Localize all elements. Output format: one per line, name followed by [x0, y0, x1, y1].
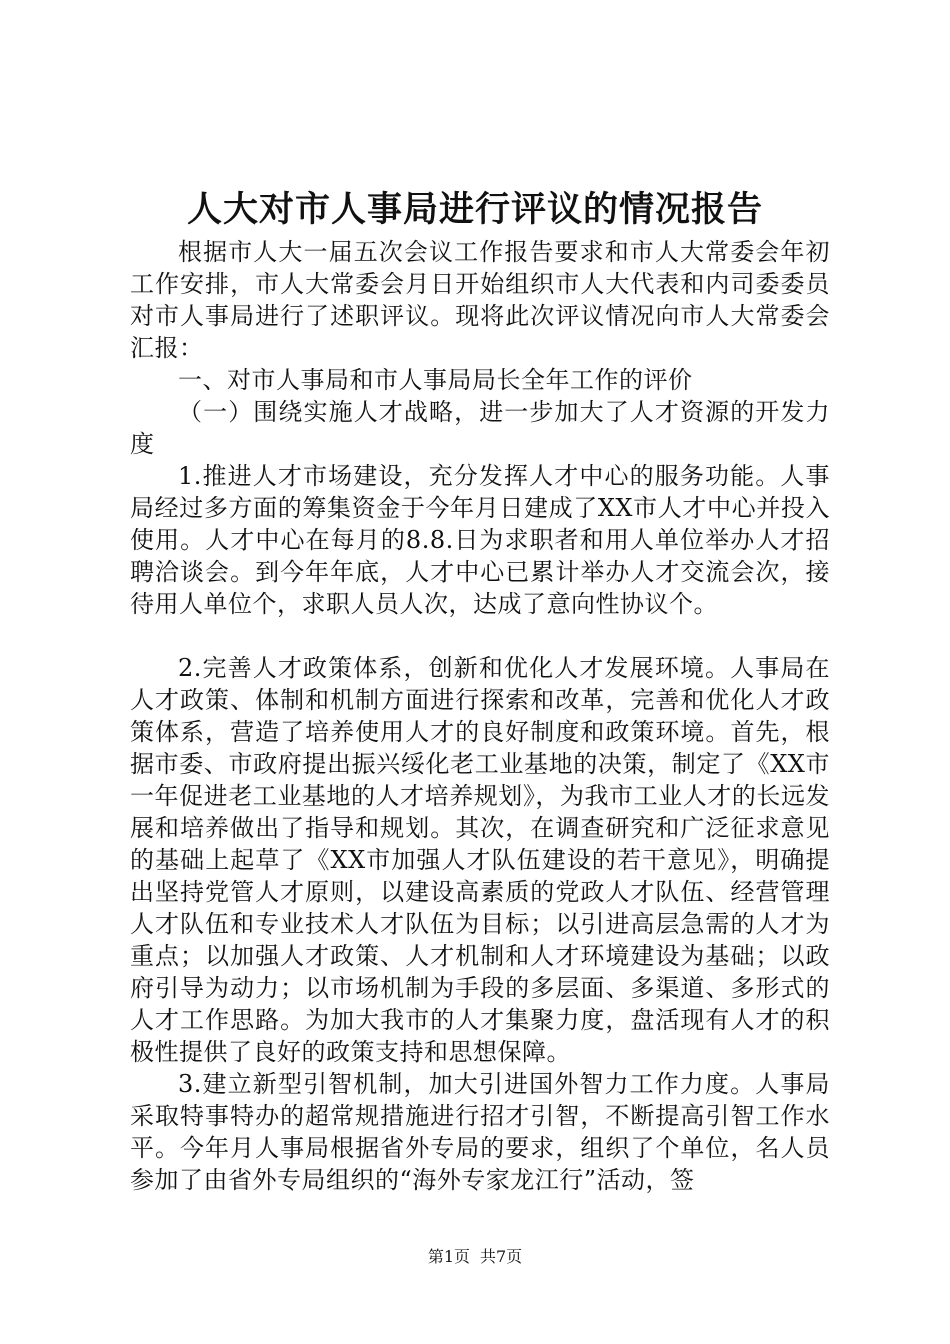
document-title: 人大对市人事局进行评议的情况报告	[186, 189, 763, 230]
page-footer	[0, 1247, 950, 1267]
page-number: 第1页	[427, 1247, 470, 1266]
paragraph-item-3: 3.建立新型引智机制，加大引进国外智力工作力度。人事局采取特事特办的超常规措施进行招才引智，不断提高引智工作水平。今年月人事局根据省外专局的要求，组织了个单位，名人员参加了由省外专局组织的“海外专家龙江行”活动，签	[130, 1070, 830, 1194]
section-heading: 一、对市人事局和市人事局局长全年工作的评价	[178, 366, 693, 394]
subsection-heading: （一）围绕实施人才战略，进一步加大了人才资源的开发力度	[130, 398, 830, 458]
document-body	[130, 236, 830, 1196]
paragraph-item-2: 2.完善人才政策体系，创新和优化人才发展环境。人事局在人才政策、体制和机制方面进行探索和改革，完善和优化人才政策体系，营造了培养使用人才的良好制度和政策环境。首先，根据市委、市政府提出振兴绥化老工业基地的决策，制定了《XX市一年促进老工业基地的人才培养规划》，为我市工业人才的长远发展和培养做出了指导和规划。其次，在调查研究和广泛征求意见的基础上起草了《XX市加强人才队伍建设的若干意见》，明确提出坚持党管人才原则，以建设高素质的党政人才队伍、经营管理人才队伍和专业技术人才队伍为目标；以引进高层急需的人才为重点；以加强人才政策、人才机制和人才环境建设为基础；以政府引导为动力；以市场机制为手段的多层面、多渠道、多形式的人才工作思路。为加大我市的人才集聚力度，盘活现有人才的积极性提供了良好的政策支持和思想保障。	[130, 654, 830, 1066]
page-total: 共7页	[480, 1247, 523, 1266]
paragraph-intro: 根据市人大一届五次会议工作报告要求和市人大常委会年初工作安排，市人大常委会月日开始组织市人大代表和内司委委员对市人事局进行了述职评议。现将此次评议情况向市人大常委会汇报：	[130, 238, 830, 362]
paragraph-item-1: 1.推进人才市场建设，充分发挥人才中心的服务功能。人事局经过多方面的筹集资金于今年月日建成了XX市人才中心并投入使用。人才中心在每月的8.8.日为求职者和用人单位举办人才招聘洽谈会。到今年年底，人才中心已累计举办人才交流会次，接待用人单位个，求职人员人次，达成了意向性协议个。	[130, 462, 830, 618]
